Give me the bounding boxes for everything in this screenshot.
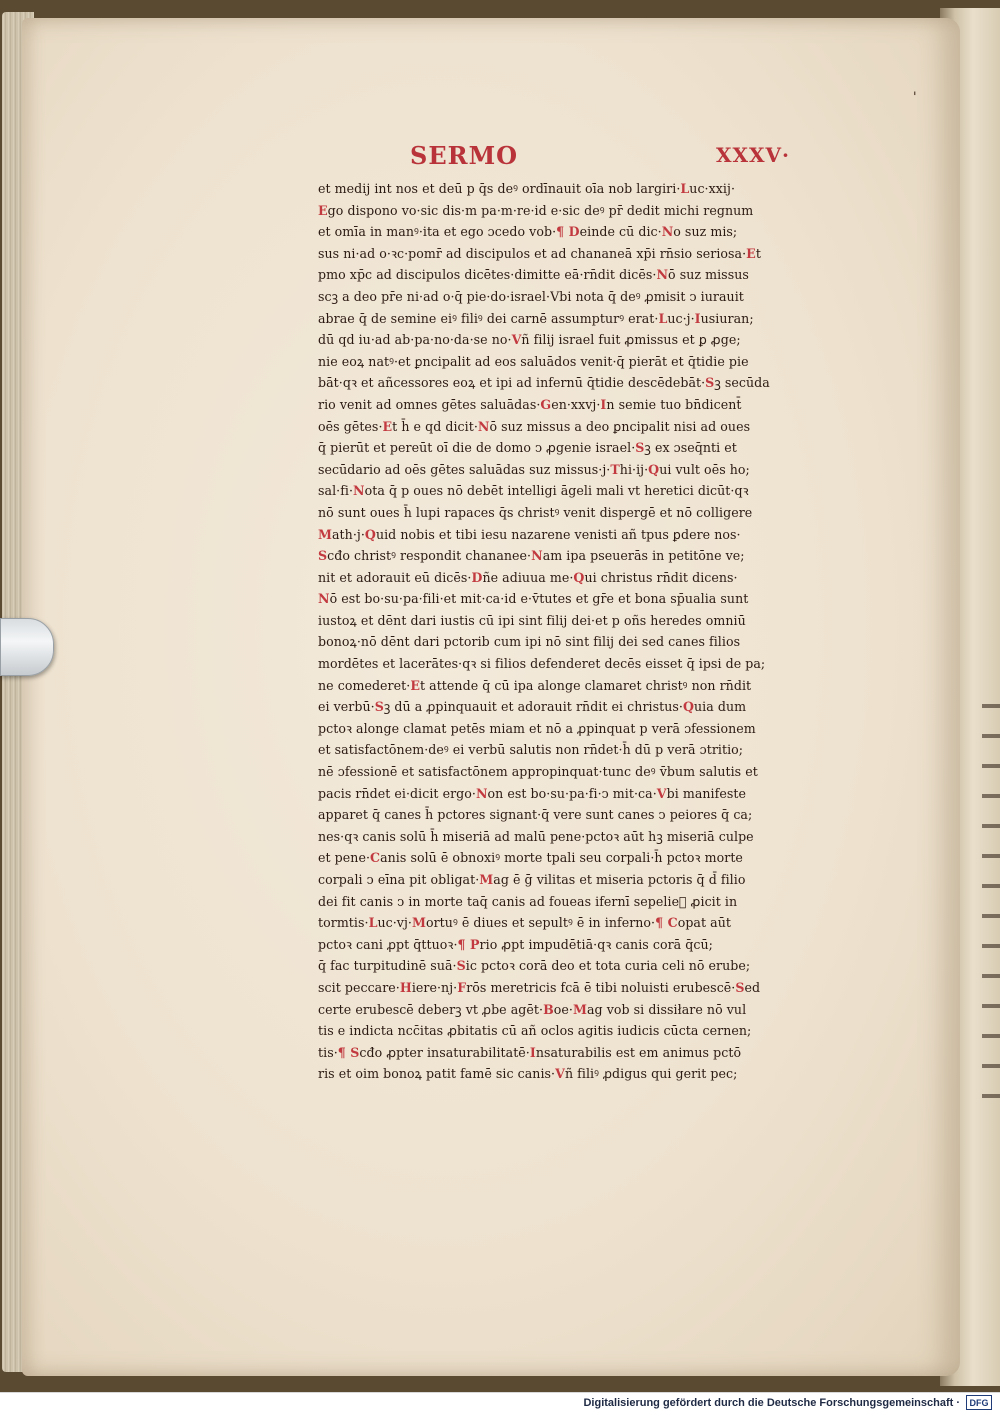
line-segment: tis e indicta ncc̄itas ꝓbitatis cū añ oclos agitis iudicis cūcta cernen;	[318, 1023, 752, 1039]
line-segment: ic pctoꝛ corā deo et tota curia celi nō erube;	[465, 958, 751, 974]
line-segment: sus ni·ad o·ꝛc·pomr̄ ad discipulos et ad chananeā xp̄i rn̄sio seriosa·	[318, 245, 747, 261]
text-line	[318, 783, 840, 805]
text-line	[318, 934, 840, 956]
text-line	[318, 329, 840, 351]
rubricated-initial: M	[479, 872, 494, 887]
line-segment: rio venit ad omnes gētes saluādas·	[318, 396, 541, 412]
line-segment: apparet q̄ canes h̄ pctores signant·q̄ vere sunt canes ↄ peiores q̄ ca;	[318, 807, 753, 823]
line-segment: iere·nj·	[411, 979, 458, 995]
text-line	[318, 308, 840, 330]
rubricated-initial: Q	[573, 569, 585, 585]
running-head-title: SERMO	[410, 140, 519, 170]
text-line	[318, 567, 840, 589]
rubricated-initial: E	[746, 245, 756, 261]
line-segment: ō est bo·su·pa·fili·et mit·ca·id e·v̄tutes et gr̄e et bona sp̄ualia sunt	[329, 591, 749, 607]
line-segment: ꝫ secūda	[714, 375, 770, 391]
text-line	[318, 437, 840, 459]
rubricated-initial: Q	[364, 526, 376, 542]
line-segment: ui vult oēs ho;	[659, 461, 750, 477]
text-line	[318, 610, 840, 632]
line-segment: uia dum	[693, 699, 747, 715]
text-line	[318, 653, 840, 675]
line-segment: hi·ij·	[619, 461, 649, 477]
line-segment: scit peccare·	[318, 979, 400, 995]
line-segment: nō sunt oues h̄ lupi rapaces q̄s christꝰ venit dispergē et nō colligere	[318, 504, 753, 520]
rubricated-initial: H	[399, 979, 412, 995]
funding-notice: Digitalisierung gefördert durch die Deutsche Forschungsgemeinschaft ·	[583, 1396, 960, 1409]
line-segment: scꝫ a deo pr̄e ni·ad o·q̄ pie·do·israel·Vbi nota q̄ deꝰ ꝓmisit ↄ iurauit	[318, 288, 744, 304]
rubricated-initial: B	[543, 1001, 554, 1017]
text-line	[318, 804, 840, 826]
line-segment: nie eoꝝ natꝰ·et ꝑncipalit ad eos saluādos venit·q̄ pierāt et q̄tidie pie	[318, 353, 749, 369]
line-segment: t attende q̄ cū ipa alonge clamaret christꝰ non rn̄dit	[419, 677, 752, 693]
text-line	[318, 1042, 840, 1064]
line-segment: pacis rn̄det ei·dicit ergo·	[318, 785, 476, 801]
text-line	[318, 826, 840, 848]
text-line	[318, 351, 840, 373]
line-segment: mordētes et lacerātes·qꝛ si filios defenderet decēs eisset q̄ ipsi de pa;	[318, 656, 766, 672]
rubricated-initial: N	[477, 418, 490, 434]
line-segment: uid nobis et tibi iesu nazarene venisti añ tpus ꝑdere nos·	[375, 526, 741, 542]
line-segment: on est bo·su·pa·fi·ↄ mit·ca·	[487, 785, 657, 801]
text-line	[318, 847, 840, 869]
line-segment: uc·xxij·	[689, 181, 736, 196]
text-line	[318, 264, 840, 286]
line-segment: abrae q̄ de semine eiꝰ filiꝰ dei carnē assumpturꝰ erat·	[318, 310, 659, 326]
line-segment: et satisfactōnem·deꝰ ei verbū salutis non rn̄det·h̄ dū p verā ɔtritio;	[318, 742, 744, 758]
line-segment: bonoꝝ·nō dēnt dari pctorib cum ipi nō sint filij dei sed canes filios	[318, 634, 741, 650]
line-segment: bi manifeste	[666, 785, 746, 801]
rubricated-initial: S	[735, 979, 745, 995]
line-segment: cđo ꝓpter insaturabilitatē·	[359, 1044, 530, 1060]
line-segment: ꝫ dū a ꝓpinquauit et adorauit rn̄dit ei christus·	[383, 699, 683, 715]
text-line	[318, 480, 840, 502]
line-segment: en·xxvj·	[551, 396, 601, 412]
text-line	[318, 631, 840, 653]
rubricated-initial: V	[555, 1066, 565, 1082]
line-segment: t h̄ e qd dicit·	[392, 418, 478, 434]
rubricated-initial: E	[382, 418, 393, 434]
margin-mark: '	[913, 90, 917, 105]
dfg-logo-icon: DFG	[966, 1395, 992, 1410]
text-line	[318, 243, 840, 265]
line-segment: ō suz missus	[668, 267, 749, 283]
footer-bar	[0, 1392, 1000, 1412]
line-segment: ñe adiuua me·	[482, 569, 574, 585]
rubricated-initial: S	[318, 548, 328, 564]
line-segment: ris et oim bonoꝝ patit famē sic canis·	[318, 1066, 556, 1082]
text-line	[318, 502, 840, 524]
rubricated-initial: M	[411, 915, 426, 931]
line-segment: ortuꝰ ē diues et sepultꝰ ē in inferno·	[425, 915, 656, 931]
rubricated-initial: S	[635, 440, 645, 456]
line-segment: corpali ↄ eīna pit obligat·	[318, 872, 480, 887]
text-line	[318, 1020, 840, 1042]
text-line	[318, 200, 840, 222]
line-segment: oēs gētes·	[318, 418, 383, 434]
text-column	[318, 178, 840, 1085]
text-line	[318, 459, 840, 481]
text-line	[318, 999, 840, 1021]
running-head	[410, 140, 790, 170]
line-segment: nit et adorauit eū dicēs·	[318, 569, 472, 585]
line-segment: ath·j·	[332, 526, 365, 542]
line-segment: n semie tuo bn̄dicent̄	[606, 396, 742, 412]
rubricated-initial: I	[600, 396, 607, 412]
line-segment: opat aūt	[677, 915, 731, 931]
rubricated-initial: V	[656, 785, 667, 801]
line-segment: ne comederet·	[318, 677, 411, 693]
text-line	[318, 1063, 840, 1085]
line-segment: et omīa in manꝰ·ita et ego ɔcedo vob·	[318, 224, 557, 240]
rubricated-initial: I	[694, 310, 701, 326]
line-segment: tormtis·	[318, 915, 369, 931]
line-segment: iustoꝝ et dēnt dari iustis cū ipi sint filij dei·et p oñs heredes omniū	[318, 612, 746, 628]
running-head-number: XXXV·	[715, 143, 790, 167]
rubricated-initial: N	[656, 267, 669, 283]
rubricated-initial: I	[529, 1044, 536, 1060]
rubricated-initial: ¶ P	[457, 936, 480, 952]
text-line	[318, 178, 840, 200]
text-line	[318, 524, 840, 546]
rubricated-initial: M	[572, 1001, 587, 1017]
line-segment: nsaturabilis est em animus pctō	[535, 1044, 742, 1060]
rubricated-initial: S	[374, 699, 384, 715]
rubricated-initial: E	[410, 677, 420, 693]
line-segment: uc·vj·	[377, 915, 412, 931]
line-segment: sal·fi·	[318, 483, 354, 499]
line-segment: einde cū dic·	[579, 224, 662, 240]
text-line	[318, 286, 840, 308]
line-segment: et pene·	[318, 850, 370, 866]
line-segment: usiuran;	[700, 310, 754, 326]
rubricated-initial: N	[318, 591, 330, 607]
line-segment: go dispono vo·sic dis·m pa·m·re·id e·sic deꝰ pr̄ dedit michi regnum	[327, 202, 754, 218]
rubricated-initial: ¶ S	[337, 1044, 360, 1060]
line-segment: ñ filiꝰ ꝓdigus qui gerit pec;	[564, 1066, 738, 1082]
rubricated-initial: ¶ C	[655, 915, 678, 931]
text-line	[318, 718, 840, 740]
rubricated-initial: S	[705, 375, 715, 391]
line-segment: ag vob si dissiłare nō vul	[586, 1001, 747, 1017]
text-line	[318, 588, 840, 610]
rubricated-initial: F	[457, 979, 467, 995]
line-segment: dū qd iu·ad ab·pa·no·da·se no·	[318, 332, 512, 348]
rubricated-initial: E	[318, 202, 328, 218]
line-segment: rōs meretricis fcā ē tibi noluisti erubescē·	[466, 979, 736, 995]
rubricated-initial: D	[471, 569, 483, 585]
rubricated-initial: G	[540, 396, 552, 412]
line-segment: q̄ pierūt et pereūt oī die de domo ↄ ꝓgenie israel·	[318, 440, 636, 456]
line-segment: anis solū ē obnoxiꝰ morte tpali seu corpali·h̄ pctoꝛ morte	[380, 850, 743, 866]
rubricated-initial: Q	[682, 699, 694, 715]
text-line	[318, 912, 840, 934]
line-segment: pmo xp̄c ad discipulos dicētes·dimitte eā·rn̄dit dicēs·	[318, 267, 657, 283]
line-segment: dei fit canis ↄ in morte taq̄ canis ad foueas ifernī sepelieᷣ ꝓicit in	[318, 893, 738, 909]
line-segment: oe·	[553, 1001, 573, 1017]
text-line	[318, 977, 840, 999]
text-line	[318, 869, 840, 891]
rubricated-initial: Q	[648, 461, 660, 477]
line-segment: pctoꝛ cani ꝓpt q̄ttuoꝛ·	[318, 936, 458, 952]
rubricated-initial: L	[658, 310, 668, 326]
rubricated-initial: ¶ D	[556, 224, 580, 240]
line-segment: cđo christꝰ respondit chananee·	[327, 548, 532, 564]
text-line	[318, 761, 840, 783]
rubricated-initial: S	[456, 958, 466, 974]
rubricated-initial: C	[370, 850, 381, 866]
line-segment: ō suz missus a deo ꝑncipalit nisi ad oues	[489, 418, 751, 434]
rubricated-initial: N	[353, 483, 365, 499]
line-segment: secūdario ad oēs gētes saluādas suz missus·j·	[318, 461, 611, 477]
line-segment: o suz mis;	[673, 224, 738, 240]
line-segment: ꝫ ex ɔseq̄nti et	[644, 440, 737, 456]
text-line	[318, 372, 840, 394]
line-segment: et medij int nos et deū p q̄s deꝰ ordīnauit oīa nob largiri·	[318, 181, 681, 196]
line-segment: rio ꝓpt impudētiā·qꝛ canis corā q̄cū;	[479, 936, 713, 952]
facing-page-text-fragment	[982, 690, 1000, 1110]
line-segment: ed	[744, 979, 761, 995]
line-segment: t	[755, 245, 761, 261]
text-line	[318, 221, 840, 243]
rubricated-initial: N	[475, 785, 488, 801]
text-line	[318, 394, 840, 416]
line-segment: uc·j·	[667, 310, 695, 326]
rubricated-initial: N	[531, 548, 543, 564]
text-line	[318, 739, 840, 761]
page-clip-icon	[0, 618, 54, 676]
line-segment: tis·	[318, 1044, 338, 1060]
rubricated-initial: L	[368, 915, 378, 931]
text-line	[318, 675, 840, 697]
line-segment: ñ filij israel fuit ꝓmissus et ꝑ ꝓge;	[521, 332, 741, 348]
rubricated-initial: L	[680, 181, 690, 196]
rubricated-initial: T	[610, 461, 620, 477]
line-segment: ei verbū·	[318, 699, 375, 715]
line-segment: ota q̄ p oues nō debēt intelligi āgeli mali vt heretici dicūt·qꝛ	[364, 483, 749, 499]
line-segment: ui christus rn̄dit dicens·	[584, 569, 738, 585]
line-segment: am ipa pseuerās in petitōne ve;	[542, 548, 745, 564]
line-segment: pctoꝛ alonge clamat petēs miam et nō a ꝓpinquat p verā ɔfessionem	[318, 720, 756, 736]
rubricated-initial: N	[661, 224, 674, 240]
line-segment: nes·qꝛ canis solū h̄ miseriā ad malū pene·pctoꝛ aūt hꝫ miseriā culpe	[318, 828, 754, 844]
text-line	[318, 955, 840, 977]
text-line	[318, 416, 840, 438]
text-line	[318, 891, 840, 913]
line-segment: certe erubescē deberꝫ vt ꝓbe agēt·	[318, 1001, 544, 1017]
line-segment: nē ɔfessionē et satisfactōnem appropinquat·tunc deꝰ v̄bum salutis et	[318, 764, 758, 780]
line-segment: bāt·qꝛ et añcessores eoꝝ et ipi ad infernū q̄tidie descēdebāt·	[318, 375, 706, 391]
line-segment: ag ē ḡ vilitas et miseria pctoris q̄ d̄ filio	[493, 872, 746, 887]
rubricated-initial: V	[511, 332, 522, 348]
text-line	[318, 696, 840, 718]
line-segment: q̄ fac turpitudinē suā·	[318, 958, 457, 974]
rubricated-initial: M	[318, 526, 332, 542]
text-line	[318, 545, 840, 567]
